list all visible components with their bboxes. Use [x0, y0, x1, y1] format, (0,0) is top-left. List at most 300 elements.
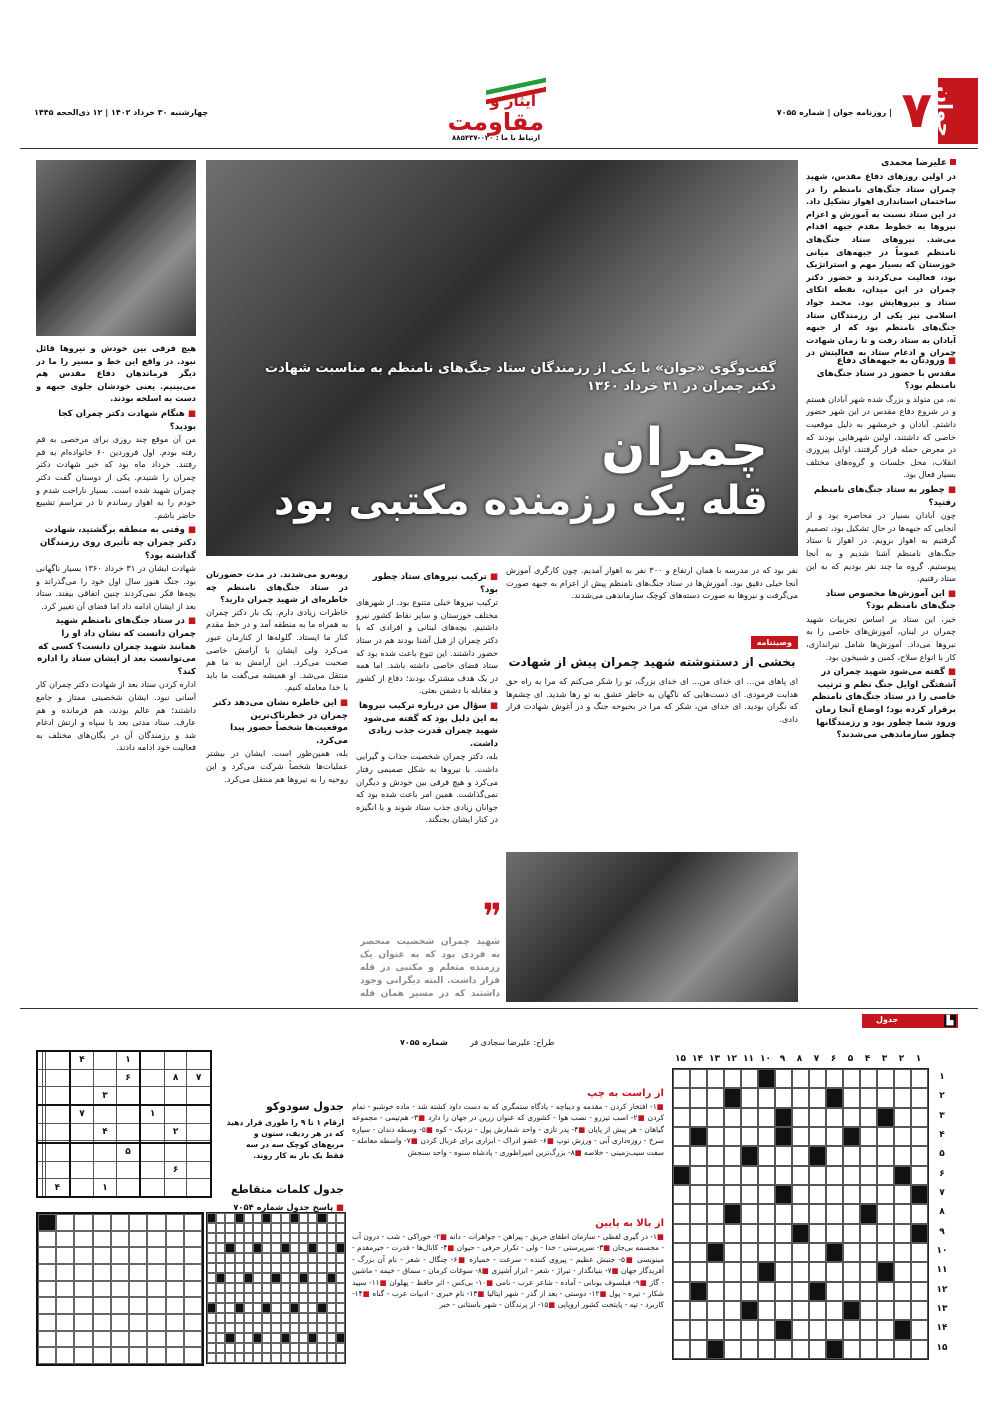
- answer-cell: [327, 1343, 336, 1353]
- sudoku-cell[interactable]: [164, 1051, 186, 1069]
- crossword-cell: [690, 1185, 707, 1204]
- crossword-cell: [707, 1224, 724, 1243]
- across-title: از راست به چپ: [587, 1088, 664, 1099]
- answer-cell: [225, 1343, 234, 1353]
- answer-cell: [327, 1323, 336, 1333]
- sudoku-cell[interactable]: [140, 1143, 164, 1161]
- answer-cell: [207, 1273, 216, 1283]
- clue: ■۶- چنگال - شعر - نام آن بزرگ - آفریدگار جهان: [352, 1254, 664, 1276]
- crossword-black-cell: [843, 1127, 860, 1146]
- sudoku-cell[interactable]: ۴: [46, 1179, 70, 1197]
- answer-cell: [166, 1264, 184, 1281]
- answer-cell: [147, 1214, 165, 1231]
- crossword-cell: [826, 1204, 843, 1223]
- answer-cell: [56, 1331, 74, 1348]
- intro-text: در اولین روزهای دفاع مقدس، شهید چمران ستاد جنگ‌های نامنظم را در ساختمان استانداری اهواز تشکیل داد. در این ستاد نسبت به آموزش و اعزام نیروها به خطوط مقدم جبهه اقدام می‌شد. نیروهای ستاد جنگ‌های نامنظم عموماً در جبهه‌های میانی خوزستان که بسیار مهم و استراتژیک بود، فعالیت می‌کردند و حضور دکتر چمران در این میدان، نقطه اتکای ستاد و نیروهایش بود. محمد جواد اسلامی نیز یکی از رزمندگان ستاد جنگ‌های نامنظم بود که از جبهه آبادان به ستاد رفت و تا زمان شهادت چمران و ادغام ستاد به فعالیتش در: [806, 171, 956, 358]
- sudoku-cell[interactable]: [116, 1087, 140, 1105]
- sudoku-cell[interactable]: [46, 1123, 70, 1140]
- answer-cell: [184, 1214, 202, 1231]
- answer-cell: [271, 1213, 280, 1223]
- sudoku-cell[interactable]: [70, 1087, 94, 1105]
- crossword-cell: [860, 1127, 877, 1146]
- answer-cell: [308, 1233, 317, 1243]
- question: ■ وقتی به منطقه برگشتید، شهادت دکتر چمران چه تأثیری روی رزمندگان گذاشته بود؟: [39, 525, 196, 561]
- answer-cell: [271, 1293, 280, 1303]
- crossword-cell: [911, 1320, 928, 1339]
- crossword-cell: [792, 1301, 809, 1320]
- answer-cell: [281, 1293, 290, 1303]
- answer-cell: [308, 1283, 317, 1293]
- answer-cell: [317, 1293, 326, 1303]
- clue: ■۴- پدر تازی - واحد شمارش پول - نزدیک - کوه: [433, 1124, 586, 1134]
- sudoku-cell[interactable]: [140, 1087, 164, 1105]
- crossword-row-number: ۳: [939, 1110, 945, 1121]
- answer-cell: [244, 1223, 253, 1233]
- answer-cell: [216, 1343, 225, 1353]
- middle-column-left: [206, 568, 348, 1008]
- clue: ■۱۲- دوستی - بعد از گذر - شهر ایتالیا: [484, 1289, 607, 1299]
- answer-cell: [336, 1233, 345, 1243]
- answer-cell: [308, 1313, 317, 1323]
- answer-cell: [74, 1347, 92, 1364]
- answer-cell: [235, 1293, 244, 1303]
- crossword-cell: [877, 1204, 894, 1223]
- answer-cell: [317, 1333, 326, 1343]
- sudoku-cell[interactable]: [46, 1105, 70, 1123]
- crossword-black-cell: [911, 1224, 928, 1243]
- answer-black-cell: [262, 1303, 271, 1313]
- sudoku-cell[interactable]: [164, 1179, 186, 1197]
- answer-cell: [299, 1303, 308, 1313]
- bullet-icon: ■: [486, 700, 498, 711]
- answer-cell: [225, 1273, 234, 1283]
- crossword-cell: [673, 1320, 690, 1339]
- page-number: ۷: [901, 81, 932, 139]
- puzzle-icon: ▙: [944, 1015, 956, 1027]
- crossword-cell: [741, 1185, 758, 1204]
- clue: ■۷- بنیانگذار - تیراژ - شعر - ابزار آشپزی: [488, 1266, 619, 1276]
- answer-black-cell: [244, 1273, 253, 1283]
- sudoku-cell[interactable]: [187, 1161, 211, 1178]
- answer-cell: [225, 1213, 234, 1223]
- answer-cell: [281, 1283, 290, 1293]
- crossword-black-cell: [809, 1146, 826, 1165]
- crossword-cell: [673, 1108, 690, 1127]
- answer-cell: [336, 1323, 345, 1333]
- clue: ■۲- اسب تیزرو - نصب هوا - کشوری که عنوان زرین در جهان را دارد: [425, 1113, 646, 1123]
- sudoku-cell[interactable]: ۶: [116, 1069, 140, 1086]
- crossword-black-cell: [690, 1282, 707, 1301]
- answer-cell: [216, 1353, 225, 1363]
- sudoku-cell[interactable]: [116, 1179, 140, 1197]
- answer-grid: [206, 1212, 346, 1364]
- crossword-cell: [775, 1282, 792, 1301]
- answer-cell: [262, 1243, 271, 1253]
- bullet-icon: [950, 159, 956, 165]
- sudoku-cell[interactable]: [94, 1161, 116, 1178]
- headline-title-1: چمران: [601, 418, 768, 478]
- answer-cell: [271, 1263, 280, 1273]
- answer-cell: [262, 1353, 271, 1363]
- answer-cell: [184, 1264, 202, 1281]
- sudoku-cell[interactable]: ۶: [164, 1161, 186, 1178]
- crossword-cell: [724, 1146, 741, 1165]
- sudoku-cell[interactable]: [46, 1161, 70, 1178]
- answer-cell: [38, 1347, 56, 1364]
- crossword-black-cell: [826, 1340, 843, 1359]
- sudoku-cell[interactable]: [164, 1143, 186, 1161]
- sudoku-cell[interactable]: [70, 1143, 94, 1161]
- crossword-cell: [690, 1108, 707, 1127]
- answer-cell: [327, 1253, 336, 1263]
- sudoku-cell[interactable]: [140, 1123, 164, 1140]
- answer-cell: [244, 1323, 253, 1333]
- crossword-black-cell: [877, 1108, 894, 1127]
- answer-cell: [166, 1331, 184, 1348]
- crossword-cell: [758, 1224, 775, 1243]
- down-list: [352, 1231, 664, 1311]
- answer-cell: [111, 1264, 129, 1281]
- crossword-cell: [826, 1166, 843, 1185]
- answer-cell: [290, 1253, 299, 1263]
- answer-cell: [271, 1253, 280, 1263]
- sudoku-cell[interactable]: [116, 1105, 140, 1123]
- answer: اداره کردن ستاد بعد از شهادت دکتر چمران کار آسانی نبود. ایشان شخصیتی ممتاز و جامع داشتند؛ هم عالم بودند، هم فرمانده و هم عارف. ستاد مدتی بعد با سپاه و ارتش ادغام شد و رزمندگان آن در یگان‌های مختلف به فعالیت خود ادامه دادند.: [36, 679, 196, 753]
- answer-black-cell: [253, 1333, 262, 1343]
- answer-cell: [216, 1303, 225, 1313]
- sudoku-info: [226, 1100, 344, 1212]
- crossword-cell: [775, 1243, 792, 1262]
- crossword-cell: [826, 1262, 843, 1281]
- answer-cell: [262, 1333, 271, 1343]
- crossword-column-number: ۹: [779, 1054, 786, 1064]
- crossword-cell: [826, 1069, 843, 1088]
- answer-cell: [253, 1323, 262, 1333]
- answer-cell: [290, 1263, 299, 1273]
- sudoku-row: [37, 1087, 211, 1105]
- crossword-cell: [690, 1204, 707, 1223]
- answer-cell: [166, 1297, 184, 1314]
- crossword-column-numbers: [672, 1054, 927, 1068]
- answer-cell: [336, 1313, 345, 1323]
- answer-black-cell: [38, 1214, 56, 1231]
- interview-column: [806, 352, 956, 1002]
- sudoku-cell[interactable]: [140, 1179, 164, 1197]
- answer-cell: [207, 1353, 216, 1363]
- sudoku-cell[interactable]: ۷: [70, 1105, 94, 1123]
- crossword-cell: [690, 1146, 707, 1165]
- memo-label: وصیتنامه: [751, 636, 798, 649]
- answer-cell: [216, 1233, 225, 1243]
- answer-cell: [184, 1347, 202, 1364]
- clue: ■۲- خوراکی - شب - درون آب - مجسمه بی‌جان: [352, 1232, 664, 1253]
- sudoku-cell[interactable]: ۱: [116, 1051, 140, 1069]
- crossword-cell: [894, 1204, 911, 1223]
- sudoku-cell[interactable]: ۵: [116, 1143, 140, 1161]
- answer-cell: [38, 1331, 56, 1348]
- answer-black-cell: [235, 1303, 244, 1313]
- clue: ■۱- در گیری لفظی - سازمان اطفای حریق - پیراهن - جواهرات - دانه: [447, 1232, 664, 1241]
- crossword-black-cell: [741, 1301, 758, 1320]
- answer-black-cell: [281, 1243, 290, 1253]
- crossword-cell: [792, 1282, 809, 1301]
- crossword-black-cell: [724, 1204, 741, 1223]
- clues-across: [352, 1088, 664, 1212]
- crossword-cell: [775, 1204, 792, 1223]
- crossword-black-cell: [775, 1108, 792, 1127]
- crossword-cell: [724, 1243, 741, 1262]
- sudoku-cell[interactable]: [94, 1105, 116, 1123]
- sudoku-cell[interactable]: [187, 1123, 211, 1140]
- answer-cell: [244, 1253, 253, 1263]
- question: ■ هنگام شهادت دکتر چمران کجا بودید؟: [58, 408, 196, 432]
- answer-cell: [244, 1303, 253, 1313]
- answer-cell: [253, 1283, 262, 1293]
- crossword-row-number: ۶: [939, 1168, 945, 1179]
- answer-cell: [290, 1313, 299, 1323]
- crossword-cell: [775, 1262, 792, 1281]
- answer-cell: [56, 1314, 74, 1331]
- crossword-cell: [758, 1088, 775, 1107]
- answer-cell: [56, 1231, 74, 1248]
- bullet-icon: ■: [944, 356, 956, 366]
- answer-cell: [147, 1347, 165, 1364]
- answer: خاطرات زیادی دارم. یک بار دکتر چمران به همراه ما به منطقه آمد و در خط مقدم کنار ما ایستاد. گلوله‌ها از کنارمان عبور می‌کرد ولی ایشان با آرامش خاصی صحبت می‌کرد. این آرامش به ما هم منتقل می‌شد. او همیشه می‌گفت ما باید با خدا معامله کنیم.: [206, 606, 348, 693]
- answer-cell: [235, 1223, 244, 1233]
- clue: ■۱- افتخار کردن - مقدمه و دیباچه - یادگاه ستمگری که به دست داود کشته شد - ماده خوشبو - تمام کردن: [352, 1102, 664, 1123]
- sudoku-cell[interactable]: [46, 1069, 70, 1086]
- question: ■ چطور به ستاد جنگ‌های نامنظم رفتید؟: [814, 484, 956, 508]
- sudoku-cell[interactable]: [70, 1123, 94, 1140]
- sudoku-cell[interactable]: ۱: [94, 1179, 116, 1197]
- sudoku-cell[interactable]: [116, 1161, 140, 1178]
- crossword-column-number: ۱۳: [709, 1054, 720, 1064]
- crossword-cell: [741, 1127, 758, 1146]
- sudoku-cell[interactable]: [70, 1179, 94, 1197]
- answer-cell: [281, 1303, 290, 1313]
- answer-black-cell: [253, 1243, 262, 1253]
- answer-cell: [327, 1233, 336, 1243]
- answer-cell: [262, 1273, 271, 1283]
- answer-cell: [262, 1283, 271, 1293]
- answer-cell: [207, 1233, 216, 1243]
- answer-cell: [253, 1303, 262, 1313]
- crossword-row-number: ۲: [939, 1091, 945, 1102]
- answer-cell: [166, 1247, 184, 1264]
- answer-cell: [184, 1331, 202, 1348]
- section-title-2: مقاومت: [447, 108, 544, 136]
- crossword-cell: [690, 1262, 707, 1281]
- section-title-1: ایثار و: [490, 92, 536, 110]
- answer-cell: [317, 1273, 326, 1283]
- crossword-cell: [877, 1340, 894, 1359]
- answer-cell: [290, 1343, 299, 1353]
- answer-cell: [93, 1231, 111, 1248]
- sudoku-cell[interactable]: ۷: [187, 1069, 211, 1086]
- clue: ■۱۳- نام خبری - ادبیات عرب - گناه: [369, 1289, 485, 1299]
- sudoku-cell[interactable]: [116, 1123, 140, 1140]
- crossword-cell: [707, 1088, 724, 1107]
- crossword-column-number: ۱: [915, 1054, 922, 1064]
- answer-cell: [299, 1343, 308, 1353]
- answer-cell: [244, 1243, 253, 1253]
- answer-cell: [225, 1323, 234, 1333]
- sudoku-row: [37, 1143, 211, 1161]
- sudoku-cell[interactable]: [94, 1143, 116, 1161]
- crossword-cell: [690, 1320, 707, 1339]
- sudoku-cell[interactable]: [164, 1087, 186, 1105]
- crossword-cell: [741, 1166, 758, 1185]
- sudoku-cell[interactable]: [187, 1143, 211, 1161]
- answer-cell: [336, 1253, 345, 1263]
- sudoku-cell[interactable]: ۲: [164, 1123, 186, 1140]
- sudoku-cell[interactable]: [164, 1105, 186, 1123]
- answer-cell: [38, 1231, 56, 1248]
- section-title: [436, 82, 556, 142]
- sudoku-cell[interactable]: [94, 1069, 116, 1086]
- sudoku-cell[interactable]: ۸: [164, 1069, 186, 1086]
- crossword-column-number: ۸: [796, 1054, 803, 1064]
- crossword-black-cell: [775, 1320, 792, 1339]
- crossword-cell: [894, 1340, 911, 1359]
- sudoku-cell[interactable]: [187, 1179, 211, 1197]
- crossword-cell: [809, 1088, 826, 1107]
- sudoku-cell[interactable]: ۴: [70, 1051, 94, 1069]
- portrait-caption: هیچ فرقی بین خودش و نیروها قائل نبود. در واقع این خط و مسیر را ما در دیگر فرماندهان دفاع مقدس هم می‌بینیم. یعنی خودشان جلوی جبهه و دست به اسلحه بودند.: [36, 343, 196, 404]
- crossword-cell: [673, 1146, 690, 1165]
- answer-cell: [74, 1314, 92, 1331]
- crossword-cell: [809, 1204, 826, 1223]
- crossword-cell: [809, 1320, 826, 1339]
- crossword-cell: [673, 1069, 690, 1088]
- sudoku-cell[interactable]: ۴: [94, 1123, 116, 1140]
- answer-cell: [147, 1231, 165, 1248]
- answer-cell: [235, 1233, 244, 1243]
- crossword-cell: [826, 1185, 843, 1204]
- answer-black-cell: [281, 1333, 290, 1343]
- crossword-cell: [792, 1185, 809, 1204]
- crossword-black-cell: [775, 1185, 792, 1204]
- answer-cell: [290, 1293, 299, 1303]
- bullet-icon: ■: [486, 572, 498, 582]
- answer-cell: [74, 1231, 92, 1248]
- sudoku-row: [37, 1105, 211, 1123]
- sudoku-cell[interactable]: ۱: [140, 1105, 164, 1123]
- answer-cell: [308, 1263, 317, 1273]
- crossword-cell: [911, 1204, 928, 1223]
- sudoku-cell[interactable]: [70, 1161, 94, 1178]
- answer-cell: [207, 1293, 216, 1303]
- answer-cell: [129, 1281, 147, 1298]
- answer-cell: [216, 1263, 225, 1273]
- sudoku-cell[interactable]: [46, 1143, 70, 1161]
- crossword-cell: [741, 1320, 758, 1339]
- sudoku-cell[interactable]: [46, 1087, 70, 1105]
- sudoku-row: [37, 1179, 211, 1197]
- answer-cell: [308, 1303, 317, 1313]
- crossword-cell: [741, 1204, 758, 1223]
- crossword-cell: [911, 1088, 928, 1107]
- crossword-column-number: ۱۵: [675, 1054, 686, 1064]
- sudoku-cell[interactable]: [187, 1105, 211, 1123]
- crossword-cell: [843, 1069, 860, 1088]
- answer-cell: [299, 1293, 308, 1303]
- sudoku-cell[interactable]: [187, 1087, 211, 1105]
- answer: چون آبادان بسیار در محاصره بود و از آنجایی که جبهه‌ها در حال تشکیل بود، تصمیم گرفتیم به اهواز برویم. در اهواز با ستاد جنگ‌های نامنظم آشنا شدیم و به آنجا پیوستیم. گروه ما چند نفر بودیم که به این ستاد رفتیم.: [806, 510, 956, 584]
- clue: ■۹- فیلسوف یونانی - آماده - شاعر عرب - نامی: [493, 1277, 648, 1287]
- crossword-cell: [843, 1204, 860, 1223]
- sudoku-cell[interactable]: [140, 1069, 164, 1086]
- answer-cell: [235, 1343, 244, 1353]
- sudoku-cell[interactable]: ۳: [94, 1087, 116, 1105]
- answer-cell: [299, 1353, 308, 1363]
- crossword-cell: [860, 1320, 877, 1339]
- answer-cell: [262, 1293, 271, 1303]
- clue: ■۳- سرپرستی - خدا - ولی - تکرار حرفی - حیوان: [454, 1243, 611, 1253]
- answer: نه، من متولد و بزرگ شده شهر آبادان هستم و در شروع دفاع مقدس در این شهر حضور داشتم. آبادان و خرمشهر به دلیل موقعیت خاصی که داشتند، اولین شهرهایی بودند که در معرض حمله قرار گرفتند. اوایل پیروزی انقلاب، محل جلسات و گروه‌های مختلف بسیار فعال بود.: [806, 393, 956, 480]
- answer-cell: [235, 1243, 244, 1253]
- sudoku-cell[interactable]: [46, 1051, 70, 1069]
- crossword-cell: [673, 1262, 690, 1281]
- sudoku-row: [37, 1069, 211, 1086]
- crossword-cell: [911, 1340, 928, 1359]
- crossword-cell: [673, 1088, 690, 1107]
- answer: من آن موقع چند روزی برای مرخصی به قم رفته بودم. اول فروردین ۶۰ خانواده‌ام به قم رفتند. خرداد ماه بود که خبر شهادت دکتر چمران را شنیدم. یکی از دوستان گفت دکتر چمران شهید شده است. بسیار ناراحت شدم و خودم را به اهواز رساندم تا در مراسم تشییع حاضر باشم.: [36, 434, 196, 520]
- crossword-cell: [758, 1146, 775, 1165]
- bullet-icon: ■: [944, 667, 956, 678]
- crossword-cell: [775, 1069, 792, 1088]
- across-list: [352, 1101, 664, 1158]
- crossword-cell: [775, 1146, 792, 1165]
- answer-cell: [262, 1263, 271, 1273]
- sudoku-cell[interactable]: [70, 1069, 94, 1086]
- crossword-row-number: ۱۳: [936, 1304, 948, 1314]
- crossword-black-cell: [792, 1224, 809, 1243]
- crossword-column-number: ۶: [830, 1054, 837, 1064]
- crossword-cell: [673, 1224, 690, 1243]
- answer-cell: [317, 1323, 326, 1333]
- crossword-black-cell: [690, 1127, 707, 1146]
- group-photo: [506, 852, 798, 1002]
- answer-cell: [299, 1213, 308, 1223]
- sudoku-cell[interactable]: [140, 1051, 164, 1069]
- sudoku-title: جدول سودوکو: [266, 1100, 344, 1113]
- answer-cell: [253, 1233, 262, 1243]
- answer-cell: [74, 1281, 92, 1298]
- crossword-cell: [673, 1127, 690, 1146]
- crossword-cell: [860, 1282, 877, 1301]
- sudoku-cell[interactable]: [187, 1051, 211, 1069]
- crossword-cell: [894, 1088, 911, 1107]
- clue: ■۵- جنبش عظیم - پیروی کننده - سرعت - خمیازه: [466, 1254, 634, 1264]
- answer-cell: [93, 1214, 111, 1231]
- sudoku-cell[interactable]: [94, 1051, 116, 1069]
- answer-cell: [56, 1281, 74, 1298]
- crossword-cell: [758, 1127, 775, 1146]
- portrait-column: [36, 160, 196, 1010]
- puzzle-section-label: جدول: [876, 1015, 899, 1024]
- crossword-cell: [758, 1340, 775, 1359]
- clues-down: [352, 1218, 664, 1360]
- answer-cell: [299, 1263, 308, 1273]
- sudoku-cell[interactable]: [140, 1161, 164, 1178]
- crossword-cell: [911, 1069, 928, 1088]
- clue: ■۷- واسطه معامله - سفت سیب‌زمینی - خلاصه: [352, 1136, 664, 1157]
- answer-cell: [308, 1273, 317, 1283]
- pull-quote-text: شهید چمران شخصیت منحصر به فردی بود که به عنوان یک رزمنده متعلم و مکتبی در قله قرار داشت. البته دیگرانی وجود داشتند که در مسیر همان قله: [360, 937, 500, 999]
- answer-cell: [281, 1213, 290, 1223]
- crossword-cell: [724, 1108, 741, 1127]
